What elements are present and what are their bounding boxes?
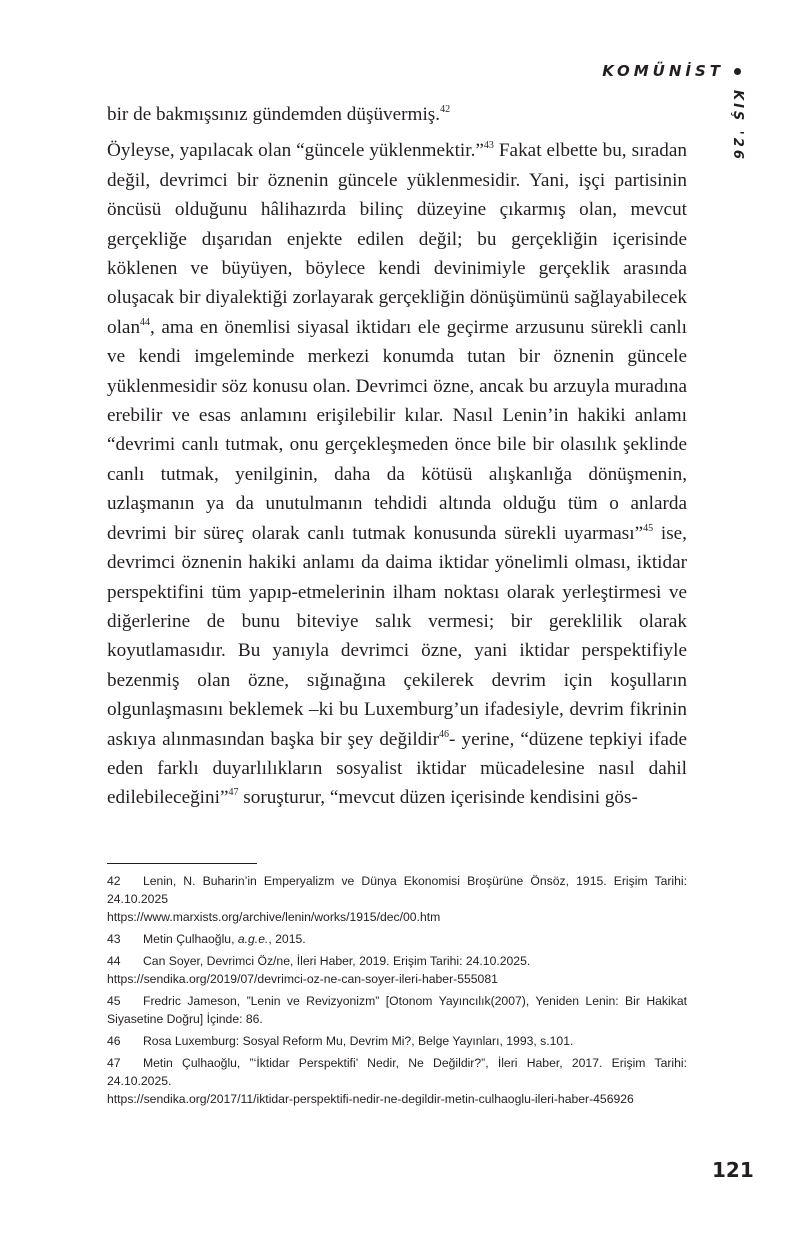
footnote-number: 43 xyxy=(107,932,121,946)
footnote-number: 42 xyxy=(107,874,121,888)
footnote-text: Metin Çulhaoğlu, xyxy=(143,932,238,946)
footnote-number: 46 xyxy=(107,1034,121,1048)
journal-header xyxy=(602,62,741,80)
footnote-47 xyxy=(107,1054,687,1108)
issue-label: KIŞ '26 xyxy=(730,90,745,162)
footnote-44 xyxy=(107,952,687,988)
footnote-text: , 2015. xyxy=(268,932,306,946)
footnote-divider xyxy=(107,863,257,864)
footnote-ref-46: 46 xyxy=(439,728,450,740)
text-run: Fakat elbette bu, sıradan değil, devrimci bir öznenin güncele yüklenmesidir. Yani, işçi partisinin öncüsü olduğunu hâlihazırda bilinç düzeyine çıkarmış olan, mevcut gerçekliğe dışarıdan enjekte edilen değil; bu gerçekliğin içerisinde köklenen ve büyüyen, böylece kendi devinimiyle gerçeklik arasında oluşacak bir diyalektiği zorlayarak gerçekliğin dönüşümünü sağlayabilecek olan xyxy=(107,140,687,338)
footnote-text: Metin Çulhaoğlu, ”‘İktidar Perspektifi’ Nedir, Ne Değildir?”, İleri Haber, 2017. Erişim Tarihi: 24.10.2025. xyxy=(107,1056,687,1088)
footnote-42 xyxy=(107,872,687,926)
footnote-text: Fredric Jameson, ”Lenin ve Revizyonizm” [Otonom Yayıncılık(2007), Yeniden Lenin: Bir Hakikat Siyasetine Doğru] İçinde: 86. xyxy=(107,994,687,1026)
journal-title: KOMÜNİST xyxy=(602,62,724,80)
footnote-ref-45: 45 xyxy=(643,522,654,534)
footnote-number: 45 xyxy=(107,994,121,1008)
footnote-ref-44: 44 xyxy=(140,316,151,328)
footnote-ref-43: 43 xyxy=(483,140,494,152)
footnote-number: 47 xyxy=(107,1056,121,1070)
text-run: soruşturur, “mevcut düzen içerisinde kendisini gös- xyxy=(238,787,638,809)
text-run: Öyleyse, yapılacak olan “güncele yüklenmektir.” xyxy=(107,140,484,162)
footnote-45 xyxy=(107,992,687,1028)
footnote-43 xyxy=(107,930,687,948)
footnote-ref-42: 42 xyxy=(440,104,451,115)
paragraph-2 xyxy=(107,136,687,812)
footnotes xyxy=(107,872,687,1112)
paragraph-1 xyxy=(107,100,687,129)
text-run: - yerine, “düzene tepkiyi ifade eden farklı duyarlılıkların sosyalist iktidar mücadelesine nasıl dahil edilebileceğini” xyxy=(107,728,687,809)
footnote-link[interactable]: https://sendika.org/2017/11/iktidar-perspektifi-nedir-ne-degildir-metin-culhaoglu-ileri-haber-456926 xyxy=(107,1092,634,1106)
footnote-text: Rosa Luxemburg: Sosyal Reform Mu, Devrim Mi?, Belge Yayınları, 1993, s.101. xyxy=(143,1034,574,1048)
footnote-link[interactable]: https://sendika.org/2019/07/devrimci-oz-ne-can-soyer-ileri-haber-555081 xyxy=(107,972,498,986)
footnote-text-italic: a.g.e. xyxy=(237,932,269,946)
footnote-link[interactable]: https://www.marxists.org/archive/lenin/works/1915/dec/00.htm xyxy=(107,910,441,924)
text-run: bir de bakmışsınız gündemden düşüvermiş. xyxy=(107,104,441,125)
footnote-number: 44 xyxy=(107,954,121,968)
footnote-ref-47: 47 xyxy=(228,787,239,799)
text-run: , ama en önemlisi siyasal iktidarı ele geçirme arzusunu sürekli canlı ve kendi imgeleminde merkezi konumda tutan bir öznenin güncele yüklenmesidir söz konusu olan. Devrimci özne, ancak bu arzuyla muradına erebilir ve esas anlamını erişilebilir kılar. Nasıl Lenin’in hakiki anlamı “devrimi canlı tutmak, onu gerçekleşmeden önce bile bir olasılık şeklinde canlı tutmak, yenilginin, daha da kötüsü alışkanlığa dönüşmenin, uzlaşmanın ya da unutulmanın tehdidi altında olduğu tüm o anlarda devrimi bir süreç olarak canlı tutmak konusunda sürekli uyarması” xyxy=(107,316,687,544)
footnote-text: Lenin, N. Buharin’in Emperyalizm ve Dünya Ekonomisi Broşürüne Önsöz, 1915. Erişim Tarihi: 24.10.2025 xyxy=(107,874,687,906)
footnote-text: Can Soyer, Devrimci Öz/ne, İleri Haber, 2019. Erişim Tarihi: 24.10.2025. xyxy=(143,954,531,968)
bullet-dot-icon xyxy=(734,68,741,75)
footnote-46 xyxy=(107,1032,687,1050)
text-run: ise, devrimci öznenin hakiki anlamı da daima iktidar yönelimli olması, iktidar perspektifini tüm yapıp-etmelerinin ilham noktası olarak yerleştirmesi ve diğerlerine de bunu biteviye salık vermesi; bir gereklilik olarak koyutlamasıdır. Bu yanıyla devrimci özne, yani iktidar perspektifiyle bezenmiş olan özne, sığınağına çekilerek devrim için koşulların olgunlaşmasını beklemek –ki bu Luxemburg’un ifadesiyle, devrim fikrinin askıya alınmasından başka bir şey değildir xyxy=(107,522,687,750)
page-number: 121 xyxy=(712,1158,754,1182)
body-text xyxy=(107,100,687,813)
